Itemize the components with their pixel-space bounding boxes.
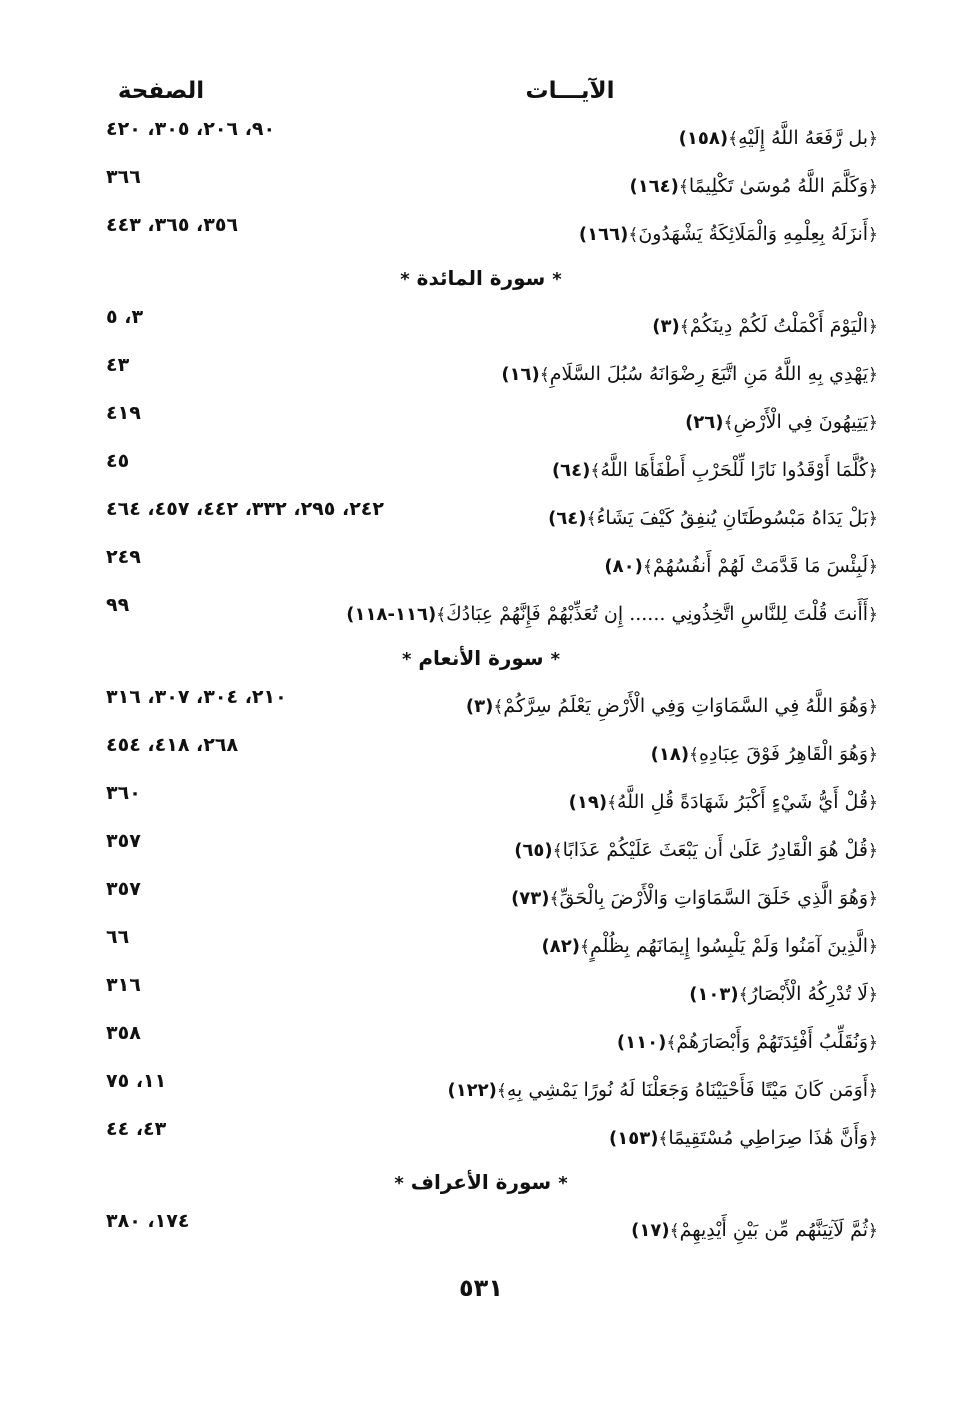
quran-bracket-close: ﴾ xyxy=(738,985,749,1005)
quran-bracket-open: ﴿ xyxy=(868,937,878,957)
star-ornament: * xyxy=(394,1173,404,1194)
page-references: ٩٩ xyxy=(106,594,130,616)
quran-bracket-close: ﴾ xyxy=(493,697,504,717)
page-references: ٣٥٦، ٣٦٥، ٤٤٣ xyxy=(106,214,239,236)
page-references: ٣٦٦ xyxy=(106,166,141,188)
verse-number: (١٦٤) xyxy=(629,176,679,197)
verse-text xyxy=(629,170,878,203)
verse-words: لَبِئْسَ مَا قَدَّمَتْ لَهُمْ أَنفُسُهُمْ xyxy=(652,555,869,577)
verse-words: لَا تُدْرِكُهُ الْأَبْصَارُ xyxy=(748,983,869,1005)
quran-bracket-close: ﴾ xyxy=(579,937,590,957)
quran-bracket-open: ﴿ xyxy=(868,365,878,385)
verse-number: (٧٣) xyxy=(511,888,550,909)
quran-bracket-open: ﴿ xyxy=(868,509,878,529)
quran-bracket-open: ﴿ xyxy=(868,557,878,577)
quran-bracket-close: ﴾ xyxy=(689,745,700,765)
quran-bracket-close: ﴾ xyxy=(669,1221,680,1241)
verse-text xyxy=(548,502,878,535)
verse-words: وَكَلَّمَ اللَّهُ مُوسَىٰ تَكْلِيمًا xyxy=(688,175,869,197)
verse-row xyxy=(0,166,962,214)
verse-row xyxy=(0,402,962,450)
star-ornament: * xyxy=(550,649,560,670)
page-references: ٤٣ xyxy=(106,354,130,376)
quran-bracket-close: ﴾ xyxy=(628,225,639,245)
quran-bracket-close: ﴾ xyxy=(723,413,734,433)
page-references: ٣٥٧ xyxy=(106,830,141,852)
verse-text xyxy=(604,550,878,583)
verse-text xyxy=(631,1214,878,1247)
quran-bracket-close: ﴾ xyxy=(586,509,597,529)
verse-number: (٢٦) xyxy=(685,412,724,433)
surah-name: سورة الأعراف xyxy=(410,1170,552,1194)
quran-bracket-open: ﴿ xyxy=(868,985,878,1005)
verse-row xyxy=(0,1022,962,1070)
quran-bracket-open: ﴿ xyxy=(868,225,878,245)
verse-text xyxy=(609,1122,878,1155)
verse-row xyxy=(0,450,962,498)
verse-text xyxy=(346,598,878,631)
verses-column-header: الآيـــات xyxy=(525,78,615,104)
quran-bracket-close: ﴾ xyxy=(607,793,618,813)
quran-bracket-open: ﴿ xyxy=(868,317,878,337)
quran-bracket-open: ﴿ xyxy=(868,745,878,765)
verse-row xyxy=(0,306,962,354)
verse-row xyxy=(0,214,962,262)
page-references: ٢٦٨، ٤١٨، ٤٥٤ xyxy=(106,734,239,756)
verse-number: (١٦٦) xyxy=(578,224,629,245)
verse-text xyxy=(511,882,878,915)
verse-words: يَتِيهُونَ فِي الْأَرْضِ xyxy=(733,411,869,433)
surah-title xyxy=(0,266,962,290)
verse-row xyxy=(0,782,962,830)
verse-row xyxy=(0,498,962,546)
quran-bracket-close: ﴾ xyxy=(666,1033,677,1053)
verse-words: الْيَوْمَ أَكْمَلْتُ لَكُمْ دِينَكُمْ xyxy=(689,315,869,337)
verse-row xyxy=(0,594,962,642)
verse-number: (١٧) xyxy=(631,1220,670,1241)
verse-text xyxy=(579,218,878,251)
verse-number: (١٩) xyxy=(568,792,608,813)
verse-row xyxy=(0,686,962,734)
surah-title xyxy=(0,646,962,670)
page-references: ٤٥ xyxy=(106,450,130,472)
verse-text xyxy=(679,122,878,155)
verse-text xyxy=(689,978,878,1011)
page-references: ٤٣، ٤٤ xyxy=(106,1118,167,1140)
page-references: ٩٠، ٢٠٦، ٣٠٥، ٤٢٠ xyxy=(106,118,276,140)
verse-row xyxy=(0,354,962,402)
verse-number: (٦٥) xyxy=(514,840,553,861)
verse-row xyxy=(0,1070,962,1118)
verse-words: بل رَّفَعَهُ اللَّهُ إِلَيْهِ xyxy=(738,127,869,149)
quran-bracket-open: ﴿ xyxy=(868,129,878,149)
quran-bracket-close: ﴾ xyxy=(679,317,690,337)
verse-number: (١٨) xyxy=(650,744,690,765)
verse-words: وَنُقَلِّبُ أَفْئِدَتَهُمْ وَأَبْصَارَهُمْ xyxy=(676,1031,869,1053)
page-references: ٣٥٨ xyxy=(106,1022,141,1044)
verse-text xyxy=(447,1074,878,1107)
verse-text xyxy=(514,834,878,867)
page-references: ٦٦ xyxy=(106,926,130,948)
quran-bracket-open: ﴿ xyxy=(868,1081,878,1101)
quran-bracket-close: ﴾ xyxy=(549,889,560,909)
verse-words: أَأَنتَ قُلْتَ لِلنَّاسِ اتَّخِذُونِي ...... إِن تُعَذِّبْهُمْ فَإِنَّهُمْ عِبَادُكَ xyxy=(446,603,869,625)
verse-row xyxy=(0,878,962,926)
verse-text xyxy=(501,358,878,391)
surah-name: سورة المائدة xyxy=(416,266,546,290)
verse-words: وَهُوَ الْقَاهِرُ فَوْقَ عِبَادِهِ xyxy=(699,743,869,765)
quran-bracket-close: ﴾ xyxy=(539,365,550,385)
verse-row xyxy=(0,118,962,166)
quran-bracket-open: ﴿ xyxy=(868,605,878,625)
page-references: ٣٦٠ xyxy=(106,782,141,804)
verse-row xyxy=(0,1210,962,1258)
page-references: ٣، ٥ xyxy=(106,306,144,328)
page-references: ٢١٠، ٣٠٤، ٣٠٧، ٣١٦ xyxy=(106,686,287,708)
quran-bracket-open: ﴿ xyxy=(868,793,878,813)
quran-bracket-open: ﴿ xyxy=(868,413,878,433)
verse-number: (١٥٣) xyxy=(608,1128,659,1149)
verse-words: يَهْدِي بِهِ اللَّهُ مَنِ اتَّبَعَ رِضْوَانَهُ سُبُلَ السَّلَامِ xyxy=(549,363,869,385)
quran-bracket-open: ﴿ xyxy=(868,1129,878,1149)
page-number: ٥٣١ xyxy=(459,1274,503,1302)
quran-bracket-open: ﴿ xyxy=(868,1033,878,1053)
quran-bracket-open: ﴿ xyxy=(868,697,878,717)
verse-row xyxy=(0,546,962,594)
surah-name: سورة الأنعام xyxy=(418,646,544,670)
verse-text xyxy=(569,786,878,819)
verse-words: قُلْ أَيُّ شَيْءٍ أَكْبَرُ شَهَادَةً قُلِ اللَّهُ xyxy=(617,791,869,813)
quran-bracket-close: ﴾ xyxy=(436,605,447,625)
page-column-header: الصفحة xyxy=(117,78,205,104)
page-references: ٢٤٢، ٢٩٥، ٣٣٢، ٤٤٢، ٤٥٧، ٤٦٤ xyxy=(106,498,384,520)
verse-words: وَهُوَ اللَّهُ فِي السَّمَاوَاتِ وَفِي الْأَرْضِ يَعْلَمُ سِرَّكُمْ xyxy=(503,695,869,717)
page-references: ١٧٤، ٣٨٠ xyxy=(106,1210,190,1232)
page-references: ٣١٦ xyxy=(106,974,141,996)
surah-heading-row xyxy=(0,642,962,686)
star-ornament: * xyxy=(402,649,412,670)
verse-text xyxy=(542,930,878,963)
star-ornament: * xyxy=(552,269,562,290)
quran-bracket-open: ﴿ xyxy=(868,889,878,909)
verse-words: قُلْ هُوَ الْقَادِرُ عَلَىٰ أَن يَبْعَثَ عَلَيْكُمْ عَذَابًا xyxy=(562,839,869,861)
page-references: ٤١٩ xyxy=(106,402,141,424)
quran-bracket-close: ﴾ xyxy=(678,177,689,197)
verse-text xyxy=(652,310,878,343)
quran-bracket-close: ﴾ xyxy=(658,1129,669,1149)
verse-number: (٦٤) xyxy=(551,460,591,481)
verse-number: (١١٦-١١٨) xyxy=(346,604,437,625)
verse-words: أَوَمَن كَانَ مَيْتًا فَأَحْيَيْنَاهُ وَجَعَلْنَا لَهُ نُورًا يَمْشِي بِهِ xyxy=(506,1079,869,1101)
star-ornament: * xyxy=(400,269,410,290)
quran-bracket-open: ﴿ xyxy=(868,177,878,197)
verse-words: أَنزَلَهُ بِعِلْمِهِ وَالْمَلَائِكَةُ يَشْهَدُونَ xyxy=(638,223,869,245)
verse-number: (٦٤) xyxy=(548,508,587,529)
quran-bracket-open: ﴿ xyxy=(868,841,878,861)
quran-bracket-close: ﴾ xyxy=(728,129,739,149)
verse-number: (١٥٨) xyxy=(678,128,729,149)
verse-row xyxy=(0,926,962,974)
page-references: ٢٤٩ xyxy=(106,546,141,568)
verse-text xyxy=(617,1026,878,1059)
verse-words: الَّذِينَ آمَنُوا وَلَمْ يَلْبِسُوا إِيمَانَهُم بِظُلْمٍ xyxy=(589,935,869,957)
verse-words: ثُمَّ لَآتِيَنَّهُم مِّن بَيْنِ أَيْدِيهِمْ xyxy=(679,1219,869,1241)
verse-text xyxy=(466,690,878,723)
verse-number: (٣) xyxy=(465,696,494,717)
verse-text xyxy=(552,454,878,487)
quran-bracket-close: ﴾ xyxy=(496,1081,507,1101)
surah-title xyxy=(0,1170,962,1194)
verse-words: بَلْ يَدَاهُ مَبْسُوطَتَانِ يُنفِقُ كَيْفَ يَشَاءُ xyxy=(596,507,869,529)
verse-number: (١٢٢) xyxy=(447,1080,497,1101)
verse-row xyxy=(0,830,962,878)
index-table xyxy=(0,118,962,1258)
quran-bracket-close: ﴾ xyxy=(642,557,653,577)
verse-row xyxy=(0,974,962,1022)
star-ornament: * xyxy=(558,1173,568,1194)
verse-words: كُلَّمَا أَوْقَدُوا نَارًا لِّلْحَرْبِ أَطْفَأَهَا اللَّهُ xyxy=(600,459,869,481)
quran-bracket-open: ﴿ xyxy=(868,1221,878,1241)
page-references: ٣٥٧ xyxy=(106,878,141,900)
verse-row xyxy=(0,1118,962,1166)
verse-words: وَأَنَّ هَٰذَا صِرَاطِي مُسْتَقِيمًا xyxy=(668,1127,869,1149)
verse-number: (٨٢) xyxy=(541,936,580,957)
verse-number: (١٠٣) xyxy=(689,984,739,1005)
verse-text xyxy=(651,738,878,771)
surah-heading-row xyxy=(0,262,962,306)
verse-row xyxy=(0,734,962,782)
verse-number: (٨٠) xyxy=(604,556,643,577)
verse-number: (١٦) xyxy=(501,364,540,385)
verse-number: (٣) xyxy=(652,316,680,337)
verse-text xyxy=(685,406,878,439)
verse-number: (١١٠) xyxy=(616,1032,667,1053)
page-references: ١١، ٧٥ xyxy=(106,1070,167,1092)
quran-bracket-close: ﴾ xyxy=(552,841,563,861)
surah-heading-row xyxy=(0,1166,962,1210)
quran-bracket-close: ﴾ xyxy=(590,461,601,481)
quran-bracket-open: ﴿ xyxy=(868,461,878,481)
verse-words: وَهُوَ الَّذِي خَلَقَ السَّمَاوَاتِ وَالْأَرْضَ بِالْحَقِّ xyxy=(559,887,869,909)
